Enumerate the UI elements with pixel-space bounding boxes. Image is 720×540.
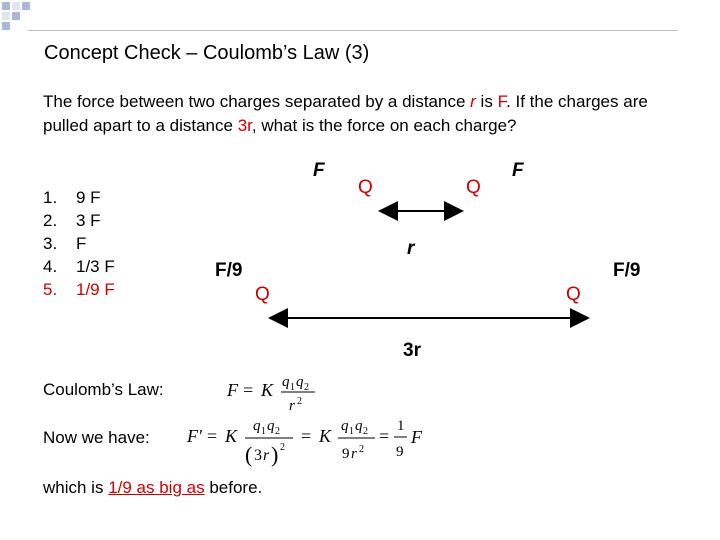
svg-text:=: =: [207, 426, 218, 446]
coulomb-law-label: Coulomb’s Law:: [43, 380, 164, 399]
choice-number: 2.: [43, 211, 58, 230]
svg-text:F: F: [411, 427, 422, 447]
svg-text:K: K: [319, 426, 332, 446]
bottom-distance-label: 3r: [403, 340, 421, 361]
top-force-right-label: F: [512, 160, 524, 181]
conclusion-suffix: before.: [204, 478, 263, 497]
svg-text:): ): [271, 442, 279, 467]
svg-text:2: 2: [280, 442, 285, 453]
svg-text:(: (: [245, 442, 253, 467]
choice-text: 1/9 F: [76, 280, 115, 299]
choice-text: 9 F: [76, 188, 101, 207]
slide-title: Concept Check – Coulomb’s Law (3): [44, 42, 370, 64]
svg-text:9: 9: [396, 444, 404, 460]
choice-number: 1.: [43, 188, 58, 207]
svg-text:2: 2: [359, 444, 364, 455]
choice-number: 5.: [43, 280, 58, 299]
coulomb-law-formula: [225, 368, 335, 416]
svg-text:K: K: [261, 380, 274, 400]
choice-number: 4.: [43, 257, 58, 276]
top-distance-label: r: [407, 238, 415, 259]
bottom-force-right-label: F/9: [613, 260, 641, 281]
svg-text:1: 1: [397, 418, 405, 434]
svg-text:3: 3: [254, 447, 262, 464]
now-we-have-label: Now we have:: [43, 428, 150, 447]
choice-text: 1/3 F: [76, 257, 115, 276]
question-F: F: [497, 92, 507, 111]
svg-text:q: q: [282, 374, 290, 390]
top-force-left-label: F: [313, 160, 325, 181]
question-part: is: [475, 92, 498, 111]
question-3r: 3r: [237, 116, 252, 135]
svg-text:=: =: [243, 380, 254, 400]
svg-text:1: 1: [290, 382, 295, 393]
conclusion-answer: 1/9 as big as: [108, 478, 205, 497]
svg-text:F: F: [227, 380, 238, 400]
svg-text:F': F': [187, 426, 202, 446]
conclusion-text: [43, 478, 262, 498]
choice-text: 3 F: [76, 211, 101, 230]
top-charge-left: Q: [358, 177, 373, 198]
svg-text:2: 2: [275, 426, 280, 437]
svg-text:9: 9: [342, 446, 350, 462]
svg-text:=: =: [301, 426, 312, 446]
svg-text:r: r: [351, 446, 357, 462]
svg-text:2: 2: [363, 426, 368, 437]
svg-text:K: K: [225, 426, 238, 446]
top-charge-right: Q: [466, 177, 481, 198]
svg-text:q: q: [355, 418, 363, 434]
bottom-force-left-label: F/9: [215, 260, 243, 281]
choice-text: F: [76, 234, 87, 253]
svg-text:1: 1: [349, 426, 354, 437]
conclusion-prefix: which is: [43, 478, 109, 497]
svg-text:2: 2: [304, 382, 309, 393]
svg-text:1: 1: [261, 426, 266, 437]
svg-text:r: r: [263, 447, 270, 464]
question-part: The force between two charges separated by a distance: [43, 92, 471, 111]
choice-number: 3.: [43, 234, 58, 253]
svg-text:=: =: [379, 426, 390, 446]
svg-text:q: q: [341, 418, 349, 434]
svg-text:2: 2: [297, 396, 302, 407]
svg-text:r: r: [289, 398, 295, 414]
derived-formula: [185, 412, 435, 470]
svg-text:q: q: [253, 418, 261, 434]
svg-text:q: q: [267, 418, 275, 434]
question-part: , what is the force on each charge?: [251, 116, 517, 135]
question-r: r: [470, 92, 476, 111]
bottom-charge-right: Q: [566, 284, 581, 305]
bottom-charge-left: Q: [255, 284, 270, 305]
svg-text:q: q: [296, 374, 304, 390]
question-part: . If the charges are pulled apart to a distance: [43, 92, 648, 135]
